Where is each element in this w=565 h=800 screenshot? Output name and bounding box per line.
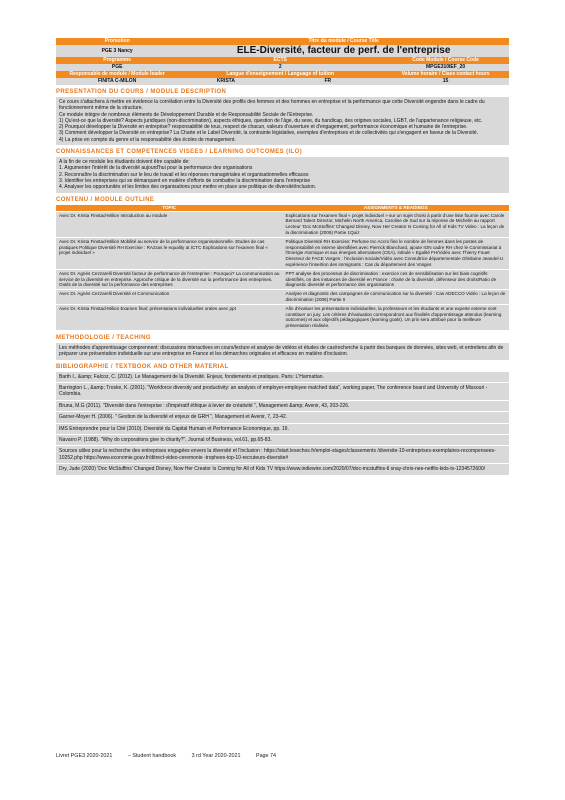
code-value: MPGE310IEF_20 xyxy=(382,64,509,71)
topic-cell: Avec Dr. Krista Finstad-Milion Introduction au module xyxy=(56,211,283,237)
topic-cell: Avec Dr. Krista Finstad-Milion Examen final: présentations individuelles orales avec ppt xyxy=(56,304,283,330)
presentation-para: Ce cours s'attachera à mettre en évidence la corrélation entre la Diversité des profils des femmes et des hommes en entreprise et la performance que cette Diversité engendre dans le cadre du fonctionnement même de la structure. xyxy=(59,99,485,112)
outline-table xyxy=(56,205,509,331)
assign-cell: Analyse et diagnostic des campagnes de communication sur la diversité : Cas ADECCO Vidéo : La leçon de discrimination (2006) Partie II xyxy=(283,290,510,305)
assign-cell: Politique Diversité RH Exercise: Perfume Inc Accro fine le nombre de femmes dans les postes de responsabilité en interne identifiées avec Pierrick Blanchard, ajoute ION cadre RH chez le Commissariat à l'Energie Atomique et aux énergies alternatives (CEA), intitulé « Egalité FH/Vidéo avec Thierry Fouet Directeur de FACE Vosges : l'inclusion sociale/Vidéo avec Consultrice départementale Ghislaine Jeandel-U expérience l'insertion des immigrants : Cas du département des Vosges xyxy=(283,237,510,269)
table-row xyxy=(56,269,509,289)
presentation-para: 4) La prise en compte du genre et la responsabilité des écoles de management. xyxy=(59,136,236,143)
presentation-box xyxy=(56,97,509,145)
programme-label: Programme xyxy=(56,57,178,64)
assign-cell: Explications sur l'examen final « projet individuel » sur un sujet choisi à partir d'une liste fournie avec Carole Bernard Talent Director, Michelin North America, Caroline de Sud sur la réponse de Michelin au rapport Lecteur 'Doc McStuffins' Changed Disney, Now Her Creator Is Coming for All of Kids TV Video : La leçon de la discrimination (2006) Partie 1Quiz xyxy=(283,211,510,237)
table-row xyxy=(56,211,509,237)
volume-label: Volume horaire / Class contact hours xyxy=(382,71,509,78)
competence-line: A la fin de ce module les étudiants doivent être capable de: xyxy=(59,159,190,166)
footer-year: 3 rd Year 2020-2021 xyxy=(191,753,241,759)
presentation-heading: PRESENTATION DU COURS / MODULE DESCRIPTION xyxy=(56,89,227,95)
methodo-box xyxy=(56,343,509,360)
presentation-para: 1) Qu'est-ce que la diversité? Aspects juridiques (non-discrimination), aspects éthiques, question de l'âge, du sexe, du handicap, des origines sociales, LGBT, de l'appartenance religieuse, etc. xyxy=(59,117,483,124)
biblio-item: Dry, Jude (2020) 'Doc McStuffins' Changed Disney, Now Her Creator Is Coming for All of Kids TV https://www.indiewire.com/2020/07/doc-mcstuffins-tl snay-chris-nee-netflix-kids-tv-1234572600/ xyxy=(56,464,509,475)
methodo-text: Les méthodes d'apprentissage comprennent: discussions interactives en cours/lecture et analyse de vidéos et études de cas/recherche à partir des banques de données, sites web, et entretiens afin de préparer une présentation individuelle sur une entreprise en France et les démarches originales et efficaces en matière d'inclusion. xyxy=(59,344,504,358)
competence-line: 3. Identifier les entreprises qui se démarquent en matière d'efforts de combattre la discrimination dans l'entreprise xyxy=(59,177,311,184)
resp-value-2: KRISTA xyxy=(178,78,273,85)
assign-cell: Afin d'évaluer les présentations individuelles, la professeure et les étudiants et une experte externe vont constituer un jury. Les critères d'évaluation correspondront aux finalités d'apprentissage attendus (learning outcomes) et aux objectifs pédagogiques (learning goals). Un prix sera attribué pour la meilleure présentation réalisée. xyxy=(283,304,510,330)
volume-value: 15 xyxy=(382,78,509,85)
promotion-value: PGE 3 Nancy xyxy=(56,45,178,57)
resp-label: Responsable de module / Module leader xyxy=(56,71,178,78)
footer-page: Page 74 xyxy=(255,753,277,759)
syllabus-page xyxy=(56,38,509,476)
biblio-item: Bruna, M.G (2011). "Diversité dans l'entreprise : d'impératif éthique à levier de créativité ", Management &amp; Avenir, 43, 203-226. xyxy=(56,401,509,412)
assign-header: ASSIGNMENTS & READINGS xyxy=(283,205,510,212)
competences-box xyxy=(56,157,509,192)
lang-value: FR xyxy=(273,78,382,85)
topic-header: TOPIC xyxy=(56,205,283,212)
resp-value-1: FINITA C-MILON xyxy=(56,78,178,85)
module-title: ELE-Diversité, facteur de perf. de l'entreprise xyxy=(178,45,509,57)
footer-mid: – Student handbook xyxy=(127,753,177,759)
presentation-para: 2) Pourquoi développer la Diversité en entreprise? responsabilité de tous, respect de chacun, valeurs d'ouverture et d'engagement, performance économique et humaine de l'entreprise. xyxy=(59,124,468,131)
presentation-para: Ce module intègre de nombreux éléments de Développement Durable et de Responsabilité Sociale de l'Entreprise. xyxy=(59,111,314,118)
biblio-item: Barrington L., &amp; Troske, K. (2001). "Workforce diversity and productivity: an analysis of employer-employee matched data", working paper, The conference board and University of Missouri - Colombia. xyxy=(56,383,509,401)
competence-line: 1. Argumenter l'intérêt de la diversité aujourd'hui pour la performance des organisations xyxy=(59,165,253,172)
table-row xyxy=(56,237,509,269)
topic-cell: Avec Dr. Agnès Cezzarelli Diversité et Communication xyxy=(56,290,283,305)
page-footer xyxy=(56,753,290,759)
topic-cell: Avec Dr. Agnès Cezzarelli Diversité facteur de performance de l'entreprise : Pourquoi? La communication au service de la diversité en entreprise. Approche critique de la diversité sur la performance des entreprises. Outils de la diversité sur la performance des entreprises xyxy=(56,269,283,289)
biblio-item: IMS Entreprendre pour la Cité (2010). Diversité du Capital Humain et Performance Economique, pp. 19. xyxy=(56,424,509,435)
ects-label: ECTS xyxy=(178,57,382,64)
biblio-item: Sources utiles pour la recherche des entreprises engagées envers la diversité et l'inclusion : https://start.lesechos.fr/emploi-stages/classements /diversite-10-entreprises-exemplaires-recompensees- 10252.php https://www.economie.gouv.fr/ditrect-video-ceremonie -trophees-top-10-recruteurs-diversite# xyxy=(56,446,509,464)
title-label: Titre du module / Course Title xyxy=(178,38,509,45)
competence-line: 4. Analyser les opportunités et les limites des organisations pour mettre en place une politique de diversité/inclusion. xyxy=(59,184,317,191)
biblio-box xyxy=(56,372,509,476)
promotion-label: Promotion xyxy=(56,38,178,45)
table-row xyxy=(56,290,509,305)
biblio-heading: BIBLIOGRAPHIE / TEXTBOOK AND OTHER MATERIAL xyxy=(56,363,229,370)
code-label: Code Module / Course Code xyxy=(382,57,509,64)
biblio-item: Navarro P. (1988). "Why do corporations give to charity?", Journal of Business, vol.61, pp.65-83. xyxy=(56,435,509,446)
lang-label: Langue d'enseignement / Language of tuition xyxy=(178,71,382,78)
assign-cell: PPT analyse des processus de discrimination : exercice ces de sensibilisation sur les biais cognitifs identifiés, on des instances de diversité en France : charte de la diversité, défenseur des droits/Ratio de diagnostic diversité et performance des organisations xyxy=(283,269,510,289)
header-table xyxy=(56,38,509,85)
presentation-para: 3) Comment développer la Diversité en entreprise? La Charte et le Label Diversité, la contrainte législative, exemples d'entreprises et de collectivités qui s'engagent en faveur de la Diversité. xyxy=(59,130,479,137)
competence-line: 2. Reconnaître la discrimination sur le lieu de travail et les réponses managériales et organisationnelles efficaces xyxy=(59,171,309,178)
footer-left: Livret PGE3 2020-2021 xyxy=(56,753,113,759)
table-row xyxy=(56,304,509,330)
biblio-item: Garner-Moyer H. (2006). " Gestion de la diversité et enjeux de GRH ", Management et Avenir, 7, 23-42. xyxy=(56,412,509,423)
competences-heading: CONNAISSANCES ET COMPETENCES VISEES / LEARNING OUTCOMES (ILO) xyxy=(56,149,303,156)
programme-value: PGE xyxy=(56,64,178,71)
ects-value: 2 xyxy=(178,64,382,71)
contenu-heading: CONTENU / MODULE OUTLINE xyxy=(56,196,155,203)
methodo-heading: METHODOLOGIE / TEACHING xyxy=(56,334,151,341)
topic-cell: Avec Dr. Krista Finstad-Milion Mobilité au service de la performance organisationnelle. Etudes de cas pratiques Politique Diversité RH Exercise : RAzzas le equality at ICTC Explications sur l'examen final « projet individuel » xyxy=(56,237,283,269)
biblio-item: Barth I., &amp; Falcoz, C. (2012). Le Management de la Diversité. Enjeux, fondements et pratiques. Paris: L'Harmattan. xyxy=(56,372,509,383)
